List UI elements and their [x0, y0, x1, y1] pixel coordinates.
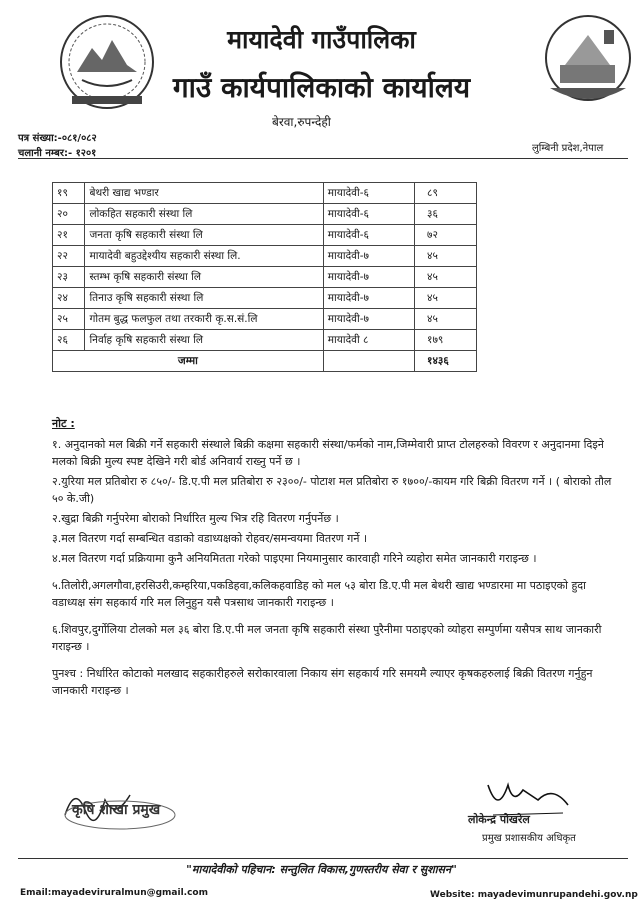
footer-slogan: "मायादेवीको पहिचान: सन्तुलित विकास,गुणस्तरीय सेवा र सुशासन" — [186, 863, 457, 876]
cell-qty: ४५ — [414, 246, 476, 267]
footer-email: Email:mayadeviruralmun@gmail.com — [20, 888, 208, 898]
cell-sn: २५ — [53, 309, 85, 330]
footer-divider — [18, 858, 628, 859]
cell-ward: मायादेवी-६ — [323, 183, 414, 204]
cell-ward: मायादेवी-७ — [323, 309, 414, 330]
table-row — [53, 225, 477, 246]
cell-qty: ८९ — [414, 183, 476, 204]
cell-qty: ४५ — [414, 288, 476, 309]
header-divider — [18, 158, 628, 159]
footer-website: Website: mayadevimunrupandehi.gov.np — [430, 890, 638, 900]
distribution-table — [52, 182, 477, 372]
table-row — [53, 246, 477, 267]
cell-name: निर्वाह कृषि सहकारी संस्था लि — [85, 330, 323, 351]
cao-title: प्रमुख प्रशासकीय अधिकृत — [482, 833, 576, 844]
cell-name: लोकहित सहकारी संस्था लि — [85, 204, 323, 225]
reference-number: पत्र संख्या:-०८१/०८२ — [18, 133, 97, 144]
notes-section — [52, 415, 617, 702]
cell-name: बेथरी खाद्य भण्डार — [85, 183, 323, 204]
total-label: जम्मा — [53, 351, 324, 372]
note-item-5: ५.तिलोरी,अगलगौवा,हरसिउरी,कम्हरिया,पकडिहवा,कलिकहवाडिह को मल ५३ बोरा डि.ए.पी मल बेथरी खाद्य भण्डारमा मा पठाइएको हुदा वडाध्यक्ष संग सहकार्य गरि मल लिनुहुन यसै पत्रसाथ जानकारी गराइन्छ । — [52, 579, 586, 609]
agriculture-head-title: कृषि शाखा प्रमुख — [72, 802, 161, 818]
cell-ward: मायादेवी-६ — [323, 225, 414, 246]
table-row — [53, 288, 477, 309]
municipality-title: मायादेवी गाउँपालिका — [227, 25, 416, 54]
note-item: ४.मल वितरण गर्दा प्रक्रियामा कुनै अनियमितता गरेको पाइएमा नियमानुसार कारवाही गरिने व्यहोरा समेत जानकारी गराइन्छ । — [52, 552, 537, 565]
cell-name: मायादेवी बहुउद्देश्यीय सहकारी संस्था लि. — [85, 246, 323, 267]
cell-name: तिनाउ कृषि सहकारी संस्था लि — [85, 288, 323, 309]
cell-name: स्तम्भ कृषि सहकारी संस्था लि — [85, 267, 323, 288]
punascha-note: पुनश्च : निर्धारित कोटाको मलखाद सहकारीहरुले सरोकारवाला निकाय संग सहकार्य गरि समयमै ल्याएर कृषकहरुलाई बिक्री वितरण गर्नुहुन जानकारी गराइन्छ । — [52, 667, 593, 697]
cell-ward: मायादेवी-७ — [323, 246, 414, 267]
cell-sn: १९ — [53, 183, 85, 204]
note-item: २.युरिया मल प्रतिबोरा रु ८५०/- डि.ए.पी मल प्रतिबोरा रु २३००/- पोटाश मल प्रतिबोरा रु १७००/-कायम गरि बिक्री वितरण गर्ने । ( बोराको तौल ५० के.जी) — [52, 475, 612, 505]
cao-name: लोकेन्द्र पोखरेल — [468, 813, 530, 826]
note-item: २.खुद्रा बिक्री गर्नुपरेमा बोराको निर्धारित मुल्य भित्र रहि वितरण गर्नुपर्नेछ । — [52, 512, 339, 525]
cell-name: जनता कृषि सहकारी संस्था लि — [85, 225, 323, 246]
office-title: गाउँ कार्यपालिकाको कार्यालय — [172, 71, 471, 104]
table-row — [53, 183, 477, 204]
total-empty-cell — [323, 351, 414, 372]
notes-heading: नोट : — [52, 417, 75, 430]
province-label: लुम्बिनी प्रदेश,नेपाल — [532, 143, 604, 154]
table-row — [53, 267, 477, 288]
office-address: बेरवा,रुपन्देही — [272, 115, 331, 129]
cell-ward: मायादेवी ८ — [323, 330, 414, 351]
cell-sn: २४ — [53, 288, 85, 309]
cell-sn: २३ — [53, 267, 85, 288]
cell-ward: मायादेवी-६ — [323, 204, 414, 225]
table-row — [53, 204, 477, 225]
note-item: ३.मल वितरण गर्दा सम्बन्धित वडाको वडाध्यक्षको रोहवर/समन्वयमा वितरण गर्ने । — [52, 532, 368, 545]
cell-qty: ४५ — [414, 309, 476, 330]
total-qty: १४३६ — [414, 351, 476, 372]
table-row — [53, 330, 477, 351]
cell-sn: २६ — [53, 330, 85, 351]
table-total-row — [53, 351, 477, 372]
cell-sn: २१ — [53, 225, 85, 246]
note-item-6: ६.शिवपुर,दुर्गोलिया टोलको मल ३६ बोरा डि.ए.पी मल जनता कृषि सहकारी संस्था पुरैनीमा पठाइएको व्योहरा सम्पुर्णमा यसैपत्र साथ जानकारी गराइन्छ । — [52, 623, 602, 653]
cell-qty: १७९ — [414, 330, 476, 351]
cell-ward: मायादेवी-७ — [323, 288, 414, 309]
cell-qty: ७२ — [414, 225, 476, 246]
cell-qty: ३६ — [414, 204, 476, 225]
cell-sn: २० — [53, 204, 85, 225]
cell-qty: ४५ — [414, 267, 476, 288]
cell-ward: मायादेवी-७ — [323, 267, 414, 288]
cell-name: गोतम बुद्ध फलफुल तथा तरकारी कृ.स.सं.लि — [85, 309, 323, 330]
dispatch-number: चलानी नम्बर:- १२०१ — [18, 148, 97, 159]
note-item: १. अनुदानको मल बिक्री गर्ने सहकारी संस्थाले बिक्री कक्षमा सहकारी संस्था/फर्मको नाम,जिम्मेवारी प्राप्त टोलहरुको विवरण र अनुदानमा दिइने मलको बिक्री मुल्य स्पष्ट देखिने गरी बोर्ड अनिवार्य राख्नु पर्ने छ । — [52, 438, 604, 468]
cell-sn: २२ — [53, 246, 85, 267]
table-row — [53, 309, 477, 330]
